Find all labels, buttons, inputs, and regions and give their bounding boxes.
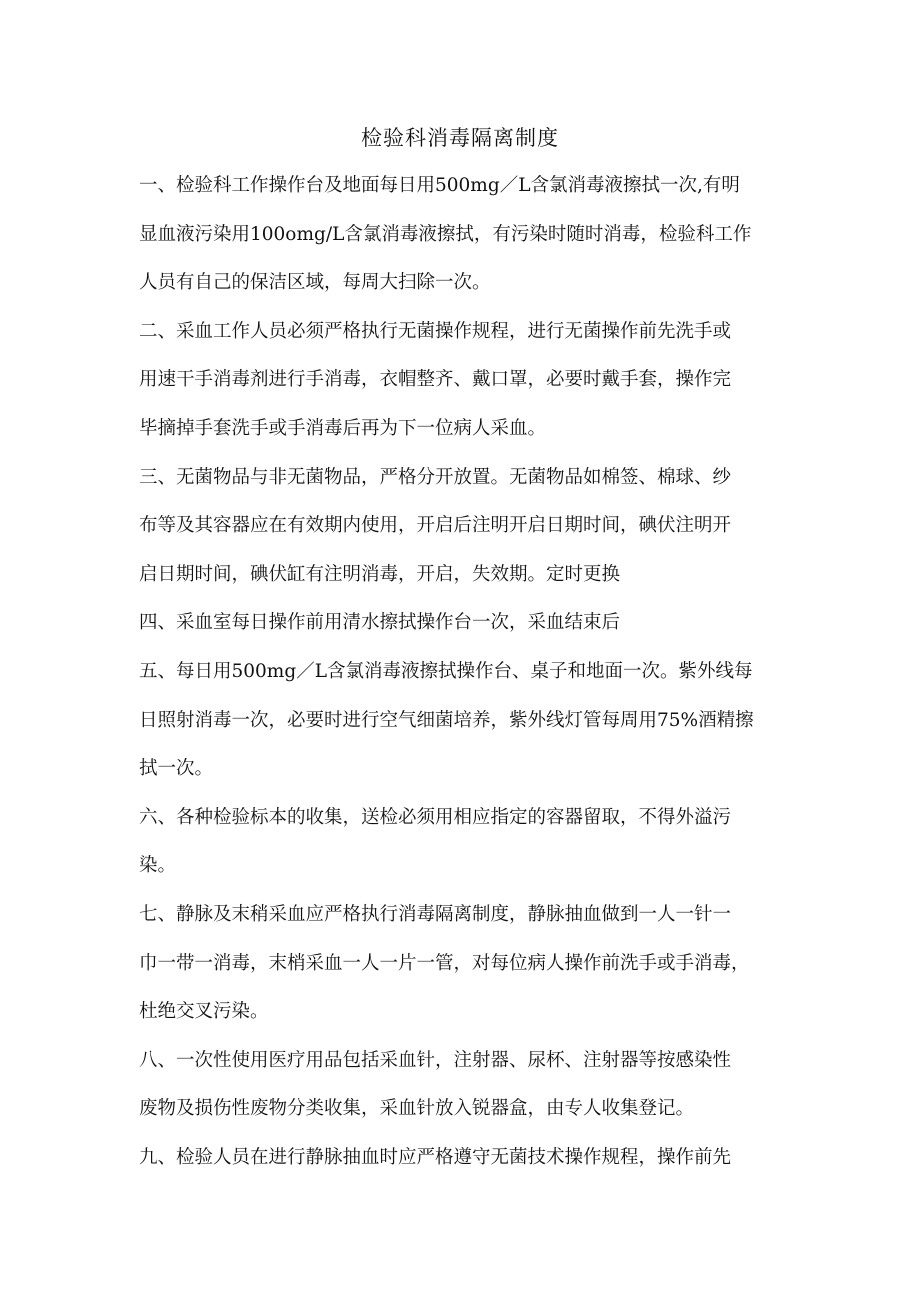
paragraph-line: 启日期时间，碘伏缸有注明消毒，开启，失效期。定时更换 <box>139 563 621 585</box>
paragraph-6 <box>139 802 799 899</box>
paragraph-line: 七、静脉及末稍采血应严格执行消毒隔离制度，静脉抽血做到一人一针一 <box>139 903 732 925</box>
paragraph-7 <box>139 899 799 1045</box>
paragraph-line: 六、各种检验标本的收集，送检必须用相应指定的容器留取，不得外溢污 <box>139 806 732 828</box>
paragraph-line: 废物及损伤性废物分类收集，采血针放入锐器盒，由专人收集登记。 <box>139 1098 695 1120</box>
paragraph-4 <box>139 607 799 656</box>
paragraph-line: 杜绝交叉污染。 <box>139 1001 269 1023</box>
paragraph-line: 日照射消毒一次，必要时进行空气细菌培养，紫外线灯管每周用75%酒精擦 <box>139 709 754 731</box>
paragraph-3 <box>139 462 799 608</box>
document-body <box>139 170 799 1190</box>
paragraph-9 <box>139 1142 799 1191</box>
paragraph-line: 三、无菌物品与非无菌物品，严格分开放置。无菌物品如棉签、棉球、纱 <box>139 466 732 488</box>
paragraph-1 <box>139 170 799 316</box>
paragraph-2 <box>139 316 799 462</box>
paragraph-5 <box>139 656 799 802</box>
paragraph-line: 九、检验人员在进行静脉抽血时应严格遵守无菌技术操作规程，操作前先 <box>139 1146 732 1168</box>
paragraph-line: 八、一次性使用医疗用品包括采血针，注射器、尿杯、注射器等按感染性 <box>139 1049 732 1071</box>
paragraph-line: 显血液污染用100omg/L含氯消毒液擦拭，有污染时随时消毒，检验科工作 <box>139 223 752 245</box>
document-title: 检验科消毒隔离制度 <box>361 126 559 150</box>
paragraph-line: 染。 <box>139 855 177 877</box>
paragraph-line: 一、检验科工作操作台及地面每日用500mg／L含氯消毒液擦拭一次,有明 <box>139 175 740 196</box>
paragraph-line: 四、采血室每日操作前用清水擦拭操作台一次，采血结束后 <box>139 612 621 634</box>
paragraph-line: 五、每日用500mg／L含氯消毒液擦拭操作台、桌子和地面一次。紫外线每 <box>139 660 753 682</box>
paragraph-line: 人员有自己的保洁区域，每周大扫除一次。 <box>139 272 491 294</box>
paragraph-line: 用速干手消毒剂进行手消毒，衣帽整齐、戴口罩，必要时戴手套，操作完 <box>139 369 732 391</box>
paragraph-8 <box>139 1045 799 1142</box>
paragraph-line: 拭一次。 <box>139 758 214 780</box>
paragraph-line: 二、采血工作人员必须严格执行无菌操作规程，进行无菌操作前先洗手或 <box>139 320 732 342</box>
paragraph-line: 巾一带一消毒，末梢采血一人一片一管，对每位病人操作前洗手或手消毒， <box>139 952 750 974</box>
paragraph-line: 布等及其容器应在有效期内使用，开启后注明开启日期时间，碘伏注明开 <box>139 515 732 537</box>
paragraph-line: 毕摘掉手套洗手或手消毒后再为下一位病人采血。 <box>139 417 547 439</box>
